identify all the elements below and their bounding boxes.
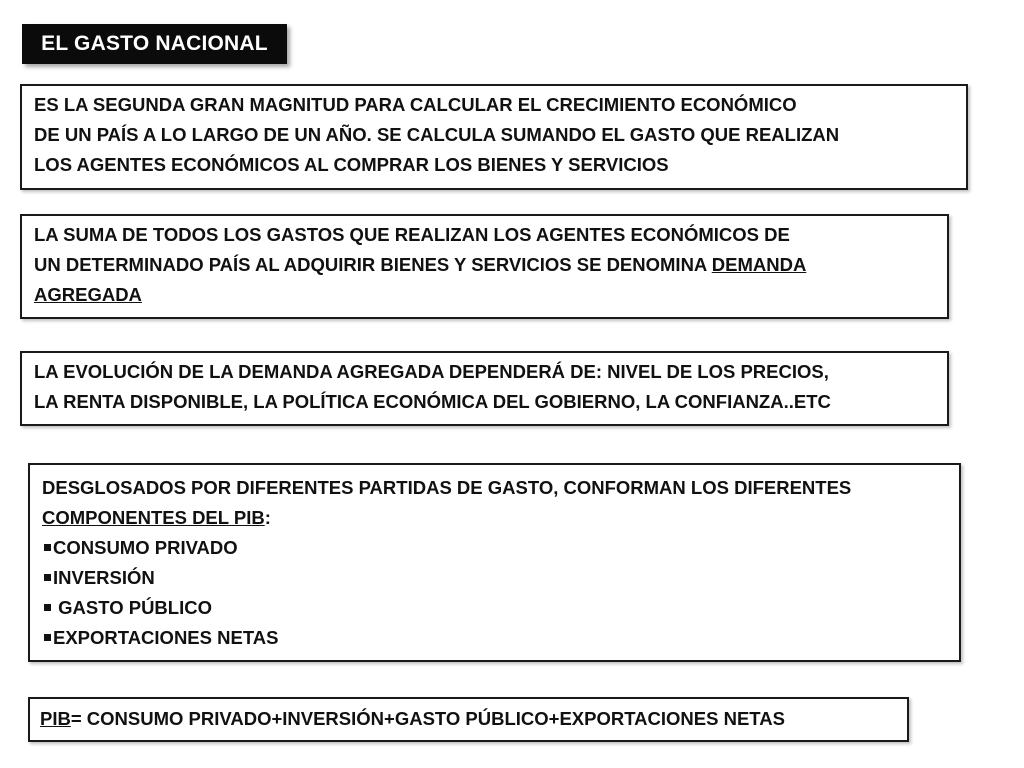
components-heading xyxy=(42,503,947,533)
components-box xyxy=(28,463,961,662)
list-item xyxy=(42,593,947,623)
bullet-icon xyxy=(44,604,51,611)
aggregate-demand-term: DEMANDA xyxy=(711,254,807,275)
bullet-icon xyxy=(44,574,51,581)
aggregate-demand-box xyxy=(20,214,949,319)
components-colon: : xyxy=(264,507,271,528)
list-item xyxy=(42,623,947,653)
evolution-line: LA RENTA DISPONIBLE, LA POLÍTICA ECONÓMICA DEL GOBIERNO, LA CONFIANZA..ETC xyxy=(34,391,831,412)
bullet-icon xyxy=(44,544,51,551)
list-item xyxy=(42,563,947,593)
formula-term: PIB xyxy=(40,708,71,729)
list-item-label: EXPORTACIONES NETAS xyxy=(53,627,279,648)
list-item-label: INVERSIÓN xyxy=(53,567,155,588)
components-term: COMPONENTES DEL PIB xyxy=(42,507,265,528)
definition-line: ES LA SEGUNDA GRAN MAGNITUD PARA CALCULAR EL CRECIMIENTO ECONÓMICO xyxy=(34,94,797,115)
components-intro: DESGLOSADOS POR DIFERENTES PARTIDAS DE GASTO, CONFORMAN LOS DIFERENTES xyxy=(42,477,852,498)
list-item-label: GASTO PÚBLICO xyxy=(53,597,212,618)
formula-text: = CONSUMO PRIVADO+INVERSIÓN+GASTO PÚBLICO+EXPORTACIONES NETAS xyxy=(70,708,785,729)
aggregate-demand-text: UN DETERMINADO PAÍS AL ADQUIRIR BIENES Y SERVICIOS SE DENOMINA xyxy=(34,254,712,275)
evolution-box xyxy=(20,351,949,426)
aggregate-demand-line xyxy=(34,250,935,280)
formula-box xyxy=(28,697,909,742)
evolution-line: LA EVOLUCIÓN DE LA DEMANDA AGREGADA DEPENDERÁ DE: NIVEL DE LOS PRECIOS, xyxy=(34,361,829,382)
definition-line: DE UN PAÍS A LO LARGO DE UN AÑO. SE CALCULA SUMANDO EL GASTO QUE REALIZAN xyxy=(34,124,840,145)
aggregate-demand-line: LA SUMA DE TODOS LOS GASTOS QUE REALIZAN LOS AGENTES ECONÓMICOS DE xyxy=(34,224,790,245)
definition-box xyxy=(20,84,968,190)
aggregate-demand-term-continued: AGREGADA xyxy=(34,284,142,305)
page-title: EL GASTO NACIONAL xyxy=(22,24,287,64)
bullet-icon xyxy=(44,634,51,641)
list-item-label: CONSUMO PRIVADO xyxy=(53,537,238,558)
definition-line: LOS AGENTES ECONÓMICOS AL COMPRAR LOS BIENES Y SERVICIOS xyxy=(34,154,669,175)
list-item xyxy=(42,533,947,563)
